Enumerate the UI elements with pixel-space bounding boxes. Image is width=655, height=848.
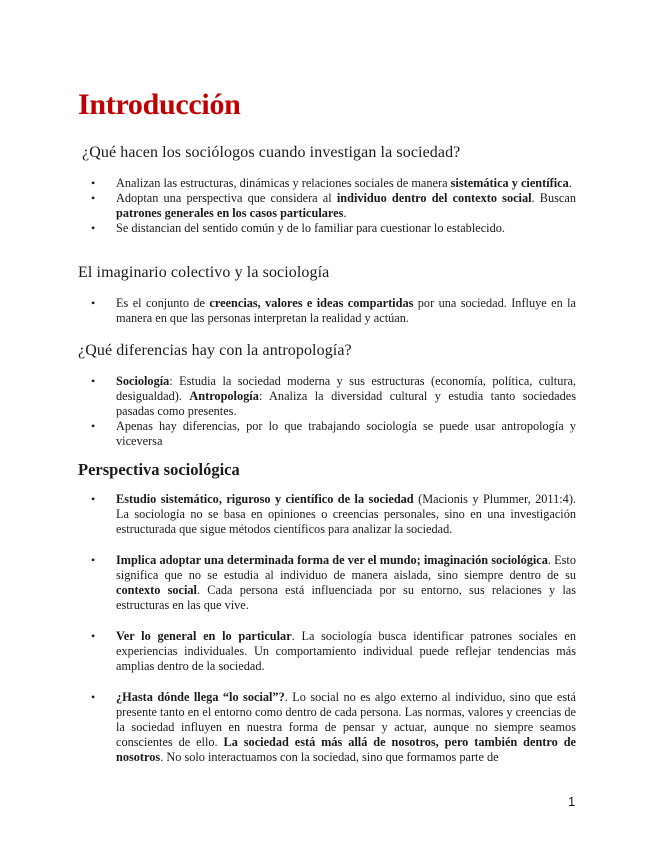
text-run: Adoptan una perspectiva que considera al [116,191,337,205]
list-item [78,419,576,449]
text-run: . Lo social no es algo externo al individuo, sino que está presente tanto en el entorno como dentro de cada persona. Las normas, valores y creencias de la sociedad influyen en nuestra forma de pensar y actuar, aunque no siempre seamos conscientes de ello. [116,690,576,749]
text-run: : Estudia la sociedad moderna y sus estructuras (economía, política, cultura, desigualdad). [116,374,576,403]
bold-text: creencias, valores e ideas compartidas [209,296,414,310]
list-perspectiva [78,492,576,765]
bold-text: Antropología [189,389,259,403]
list-item [78,553,576,613]
text-run: Se distancian del sentido común y de lo familiar para cuestionar lo establecido. [116,221,505,235]
text-run: . [568,176,572,190]
list-item [78,690,576,765]
text-run: por una sociedad. Influye en la manera en que las personas interpretan la realidad y actúan. [116,296,577,325]
text-run: . [343,206,347,220]
list-imaginario [78,296,576,326]
heading-antropologia: ¿Qué diferencias hay con la antropología? [78,342,352,359]
list-item [78,374,576,419]
list-item [78,629,576,674]
bold-text: La sociedad está más allá de nosotros, pero también dentro de nosotros [116,735,576,764]
heading-imaginario: El imaginario colectivo y la sociología [78,264,330,281]
bold-text: Estudio sistemático, riguroso y científico de la sociedad [116,492,414,506]
page-title: Introducción [78,88,241,121]
list-item [78,191,576,221]
text-run: . La sociología busca identificar patrones sociales en experiencias individuales. Un comportamiento individual puede reflejar tendencias más amplias dentro de la sociedad. [116,629,576,673]
bold-text: Sociología [116,374,170,388]
bold-text: sistemática y científica [450,176,569,190]
list-item [78,492,576,537]
bold-text: patrones generales en los casos particulares [116,206,344,220]
bold-text: ¿Hasta dónde llega “lo social”? [116,690,285,704]
text-run: Analizan las estructuras, dinámicas y relaciones sociales de manera [116,176,451,190]
text-run: . Buscan [531,191,576,205]
list-item [78,221,576,236]
bold-text: Implica adoptar una determinada forma de ver el mundo; imaginación sociológica [116,553,548,567]
list-antropologia [78,374,576,449]
heading-perspectiva: Perspectiva sociológica [78,460,240,479]
bold-text: individuo dentro del contexto social [336,191,532,205]
text-run: . No solo interactuamos con la sociedad, sino que formamos parte de [160,750,499,764]
page-number: 1 [568,794,576,809]
bold-text: Ver lo general en lo particular [116,629,292,643]
list-que-hacen [78,176,576,236]
list-item [78,176,576,191]
heading-que-hacen: ¿Qué hacen los sociólogos cuando investigan la sociedad? [82,144,461,161]
text-run: . Esto significa que no se estudia al individuo de manera aislada, sino siempre dentro de su [116,553,576,582]
text-run: Apenas hay diferencias, por lo que trabajando sociología se puede usar antropología y viceversa [116,419,576,448]
text-run: . Cada persona está influenciada por su entorno, sus relaciones y las estructuras en las que vive. [116,583,576,612]
text-run: Es el conjunto de [116,296,210,310]
list-item [78,296,576,326]
bold-text: contexto social [116,583,197,597]
text-run: : Analiza la diversidad cultural y estudia tanto sociedades pasadas como presentes. [116,389,576,418]
text-run: (Macionis y Plummer, 2011:4). La sociología no se basa en opiniones o creencias personales, sino en una investigación estructurada que sigue métodos científicos para analizar la sociedad. [116,492,576,536]
